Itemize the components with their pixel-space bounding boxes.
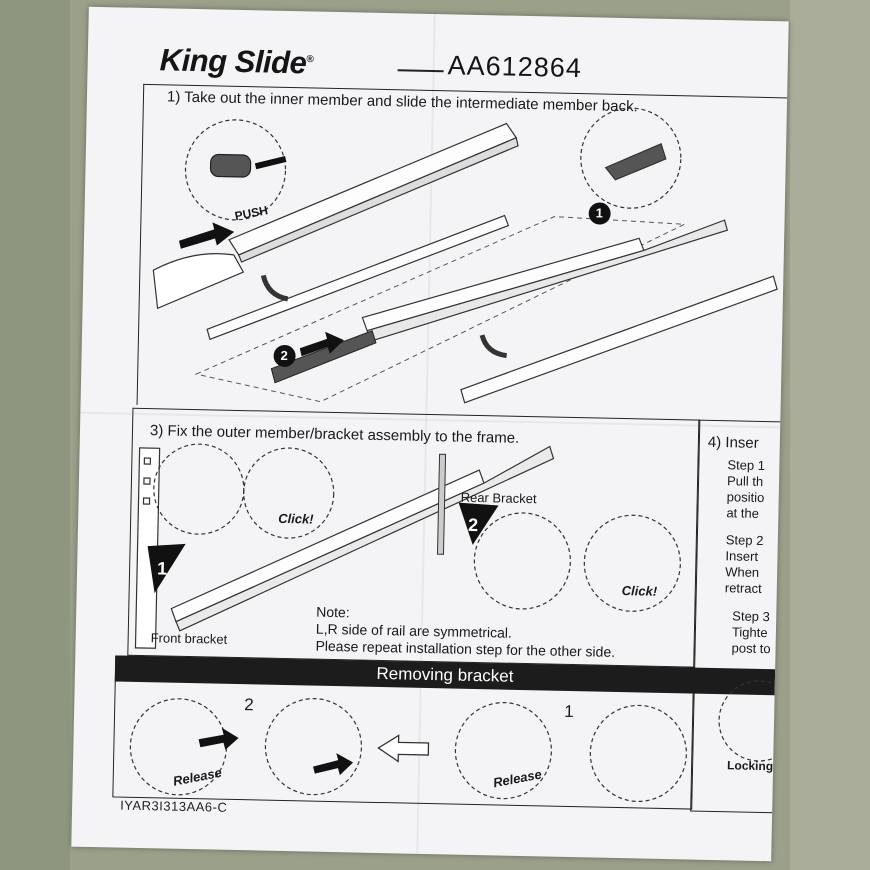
- step4-step1-line3: at the: [726, 505, 760, 521]
- click-label-left: Click!: [278, 510, 314, 527]
- hand-shape: [153, 252, 244, 310]
- removing-step-1-number: 1: [564, 701, 574, 722]
- locking-label: Locking!: [726, 758, 778, 774]
- step3-title: 3) Fix the outer member/bracket assembly to the frame.: [149, 422, 520, 447]
- note-line-1: L,R side of rail are symmetrical.: [315, 620, 513, 641]
- step1-badge-1-text: 1: [595, 205, 604, 221]
- step4-step3-label: Step 3: [732, 608, 771, 625]
- model-number: AA612864: [447, 50, 583, 84]
- step4-title: 4) Inser: [707, 433, 759, 452]
- instruction-sheet: [71, 7, 788, 861]
- release-label-right: Release: [491, 766, 543, 791]
- step4-step1-line2: positio: [726, 489, 765, 506]
- step4-step1-line1: Pull th: [726, 473, 764, 489]
- illustrations: [71, 7, 788, 861]
- push-detail-circle: [184, 119, 286, 224]
- removing-bracket-bar: Removing bracket: [115, 655, 775, 695]
- background-right: [790, 0, 870, 870]
- step1-badge-2-text: 2: [280, 347, 289, 364]
- note-title: Note:: [316, 603, 350, 621]
- rail-intermediate: [362, 213, 728, 349]
- step4-step1-label: Step 1: [727, 457, 766, 474]
- rear-bracket-label: Rear Bracket: [460, 489, 537, 507]
- remove-flow-arrow: [378, 735, 429, 762]
- locking-detail-circle: [718, 680, 788, 762]
- push-left-arrow: [179, 222, 235, 250]
- step4-step2-line3: retract: [724, 580, 762, 596]
- release-label-left: Release: [171, 764, 223, 789]
- click-label-right: Click!: [621, 583, 658, 599]
- remove-arrow-2: [313, 753, 353, 776]
- step3-badge-2: 2: [467, 514, 479, 536]
- step4-step2-line2: When: [725, 564, 760, 580]
- curved-arrow-1: [263, 275, 288, 299]
- step4-step3-line2: post to: [731, 640, 771, 657]
- rear-bracket-detail-circle: [473, 512, 571, 610]
- note-line-2: Please repeat installation step for the other side.: [315, 637, 616, 660]
- push-label: PUSH: [233, 203, 269, 224]
- latch-detail-circle: [580, 107, 682, 209]
- step1-title: 1) Take out the inner member and slide the intermediate member back.: [166, 88, 638, 116]
- removing-step-2-number: 2: [244, 695, 254, 715]
- rail-assembly: [171, 439, 554, 639]
- brand-logo: King Slide®: [159, 42, 314, 81]
- step4-step3-line1: Tighte: [731, 624, 768, 641]
- remove-circle-4: [589, 704, 687, 802]
- rail-top: [229, 118, 519, 268]
- front-bracket-label: Front bracket: [150, 630, 228, 647]
- curved-arrow-2: [482, 335, 507, 356]
- front-bracket-detail-circle: [153, 443, 245, 535]
- remove-arrow-1: [198, 727, 238, 750]
- remove-circle-2: [264, 698, 362, 796]
- step3-badge-1: 1: [156, 558, 168, 579]
- step4-step2-label: Step 2: [725, 532, 764, 549]
- step4-step2-line1: Insert: [725, 548, 759, 564]
- rear-post: [437, 454, 445, 554]
- background-left: [0, 0, 70, 870]
- document-code: IYAR3I313AA6-C: [120, 797, 228, 815]
